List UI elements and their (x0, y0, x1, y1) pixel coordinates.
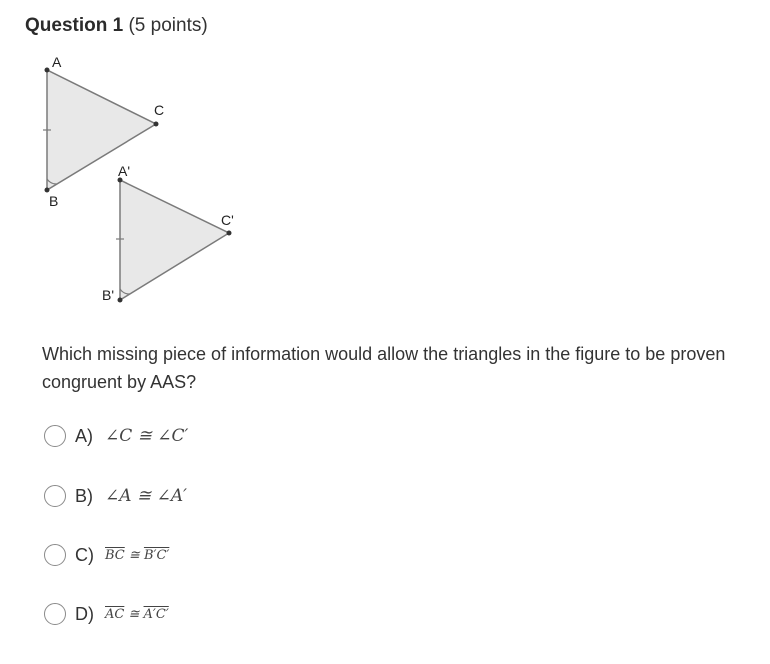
point-c (154, 122, 159, 127)
question-number: Question 1 (25, 15, 124, 36)
option-c-expression (105, 548, 169, 563)
option-d-congruent-symbol: ≅ (128, 606, 140, 622)
option-d-left-segment: $\overline{AC}$ (105, 606, 125, 622)
option-a-letter: A) (75, 425, 93, 446)
option-d-letter: D) (75, 603, 94, 624)
question-points: (5 points) (128, 15, 208, 36)
option-c-congruent-symbol: ≅ (128, 547, 140, 563)
option-c-left-segment: $\overline{BC}$ (105, 547, 125, 563)
point-c-prime (227, 231, 232, 236)
option-a[interactable] (44, 421, 188, 451)
point-b-prime (118, 298, 123, 303)
question-prompt: Which missing piece of information would allow the triangles in the figure to be proven congruent by AAS? (42, 344, 726, 392)
triangle-abc (47, 70, 156, 190)
option-a-radio[interactable] (44, 425, 66, 447)
label-b: B (49, 193, 59, 209)
option-b-expression: ∠A ≅ ∠A′ (105, 486, 187, 506)
label-c-prime: C' (221, 212, 234, 228)
option-d-radio[interactable] (44, 603, 66, 625)
point-a (45, 68, 50, 73)
option-a-expression: ∠C ≅ ∠C′ (105, 426, 189, 446)
option-b[interactable] (44, 481, 187, 511)
label-b-prime: B' (102, 287, 115, 303)
label-c: C (154, 102, 165, 118)
point-b (45, 188, 50, 193)
option-d-right-segment: A′C′ (143, 606, 169, 622)
triangles-figure (0, 0, 770, 330)
label-a-prime: A' (118, 163, 131, 179)
option-c-right-segment: B′C′ (143, 547, 170, 563)
option-b-letter: B) (75, 485, 93, 506)
label-a: A (52, 54, 62, 70)
triangle-a-prime-b-prime-c-prime (120, 180, 229, 300)
option-c-radio[interactable] (44, 544, 66, 566)
option-d-expression (105, 607, 169, 622)
option-c[interactable] (44, 540, 169, 570)
option-b-radio[interactable] (44, 485, 66, 507)
option-d[interactable] (44, 599, 169, 629)
option-c-letter: C) (75, 544, 94, 565)
